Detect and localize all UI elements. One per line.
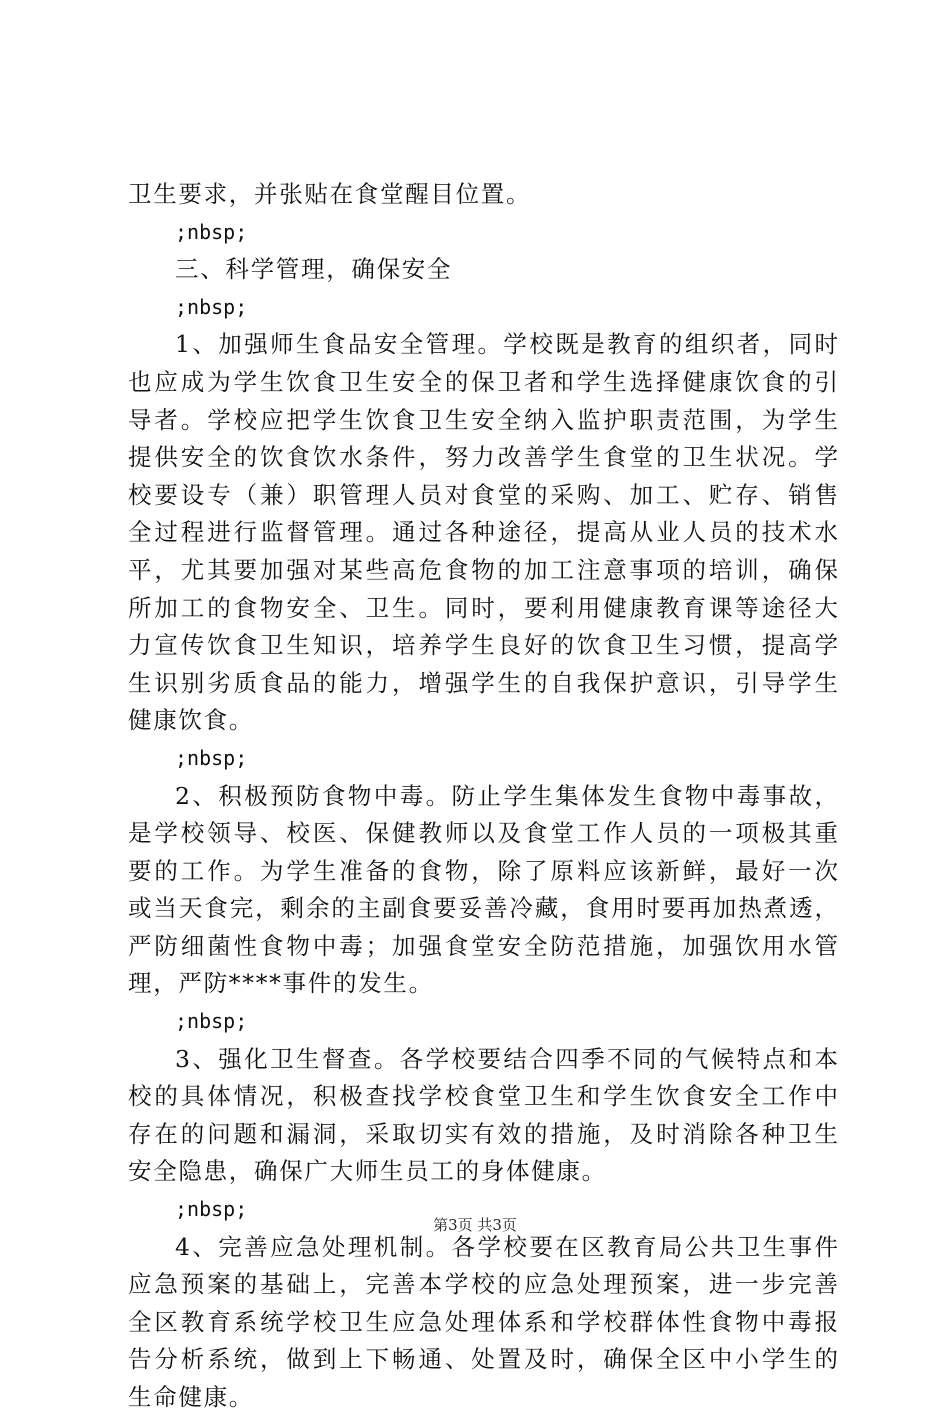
text-line: 存在的问题和漏洞，采取切实有效的措施，及时消除各种卫生: [128, 1119, 838, 1148]
text-line: 校的具体情况，积极查找学校食堂卫生和学生饮食安全工作中: [128, 1082, 838, 1111]
text-line: 理，严防****事件的发生。: [128, 969, 434, 998]
text-line: 1、加强师生食品安全管理。学校既是教育的组织者，同时: [175, 330, 838, 359]
text-line: 要的工作。为学生准备的食物，除了原料应该新鲜，最好一次: [128, 856, 838, 885]
text-line: 全区教育系统学校卫生应急处理体系和学校群体性食物中毒报: [128, 1307, 838, 1336]
text-line: 是学校领导、校医、保健教师以及食堂工作人员的一项极其重: [128, 819, 838, 848]
nbsp-line: ;nbsp;: [175, 294, 248, 319]
text-line: 校要设专（兼）职管理人员对食堂的采购、加工、贮存、销售: [128, 480, 838, 509]
text-line: 安全隐患，确保广大师生员工的身体健康。: [128, 1157, 607, 1186]
text-line: 严防细菌性食物中毒；加强食堂安全防范措施，加强饮用水管: [128, 931, 838, 960]
text-line: 应急预案的基础上，完善本学校的应急处理预案，进一步完善: [128, 1270, 838, 1299]
text-line: 或当天食完，剩余的主副食要妥善冷藏，食用时要再加热煮透，: [128, 894, 838, 923]
nbsp-line: ;nbsp;: [175, 745, 248, 770]
nbsp-line: ;nbsp;: [175, 219, 248, 244]
page-number-footer: 第3页 共3页: [433, 1216, 517, 1234]
text-line: 卫生要求，并张贴在食堂醒目位置。: [128, 180, 532, 208]
text-line: 全过程进行监督管理。通过各种途径，提高从业人员的技术水: [128, 518, 838, 547]
text-line: 健康饮食。: [128, 706, 254, 735]
nbsp-line: ;nbsp;: [175, 1197, 248, 1222]
nbsp-line: ;nbsp;: [175, 1009, 248, 1034]
text-line: 生命健康。: [128, 1383, 254, 1411]
text-line: 2、积极预防食物中毒。防止学生集体发生食物中毒事故，: [175, 781, 838, 810]
text-line: 力宣传饮食卫生知识，培养学生良好的饮食卫生习惯，提高学: [128, 631, 838, 660]
text-line: 也应成为学生饮食卫生安全的保卫者和学生选择健康饮食的引: [128, 367, 838, 396]
text-line: 所加工的食物安全、卫生。同时，要利用健康教育课等途径大: [128, 593, 838, 622]
text-line: 3、强化卫生督查。各学校要结合四季不同的气候特点和本: [175, 1044, 838, 1073]
text-line: 4、完善应急处理机制。各学校要在区教育局公共卫生事件: [175, 1232, 838, 1261]
text-line: 平，尤其要加强对某些高危食物的加工注意事项的培训，确保: [128, 555, 838, 584]
section-heading: 三、科学管理，确保安全: [175, 255, 453, 284]
text-line: 告分析系统，做到上下畅通、处置及时，确保全区中小学生的: [128, 1345, 838, 1374]
text-line: 提供安全的饮食饮水条件，努力改善学生食堂的卫生状况。学: [128, 443, 838, 472]
text-line: 导者。学校应把学生饮食卫生安全纳入监护职责范围，为学生: [128, 405, 838, 434]
text-line: 生识别劣质食品的能力，增强学生的自我保护意识，引导学生: [128, 668, 838, 697]
